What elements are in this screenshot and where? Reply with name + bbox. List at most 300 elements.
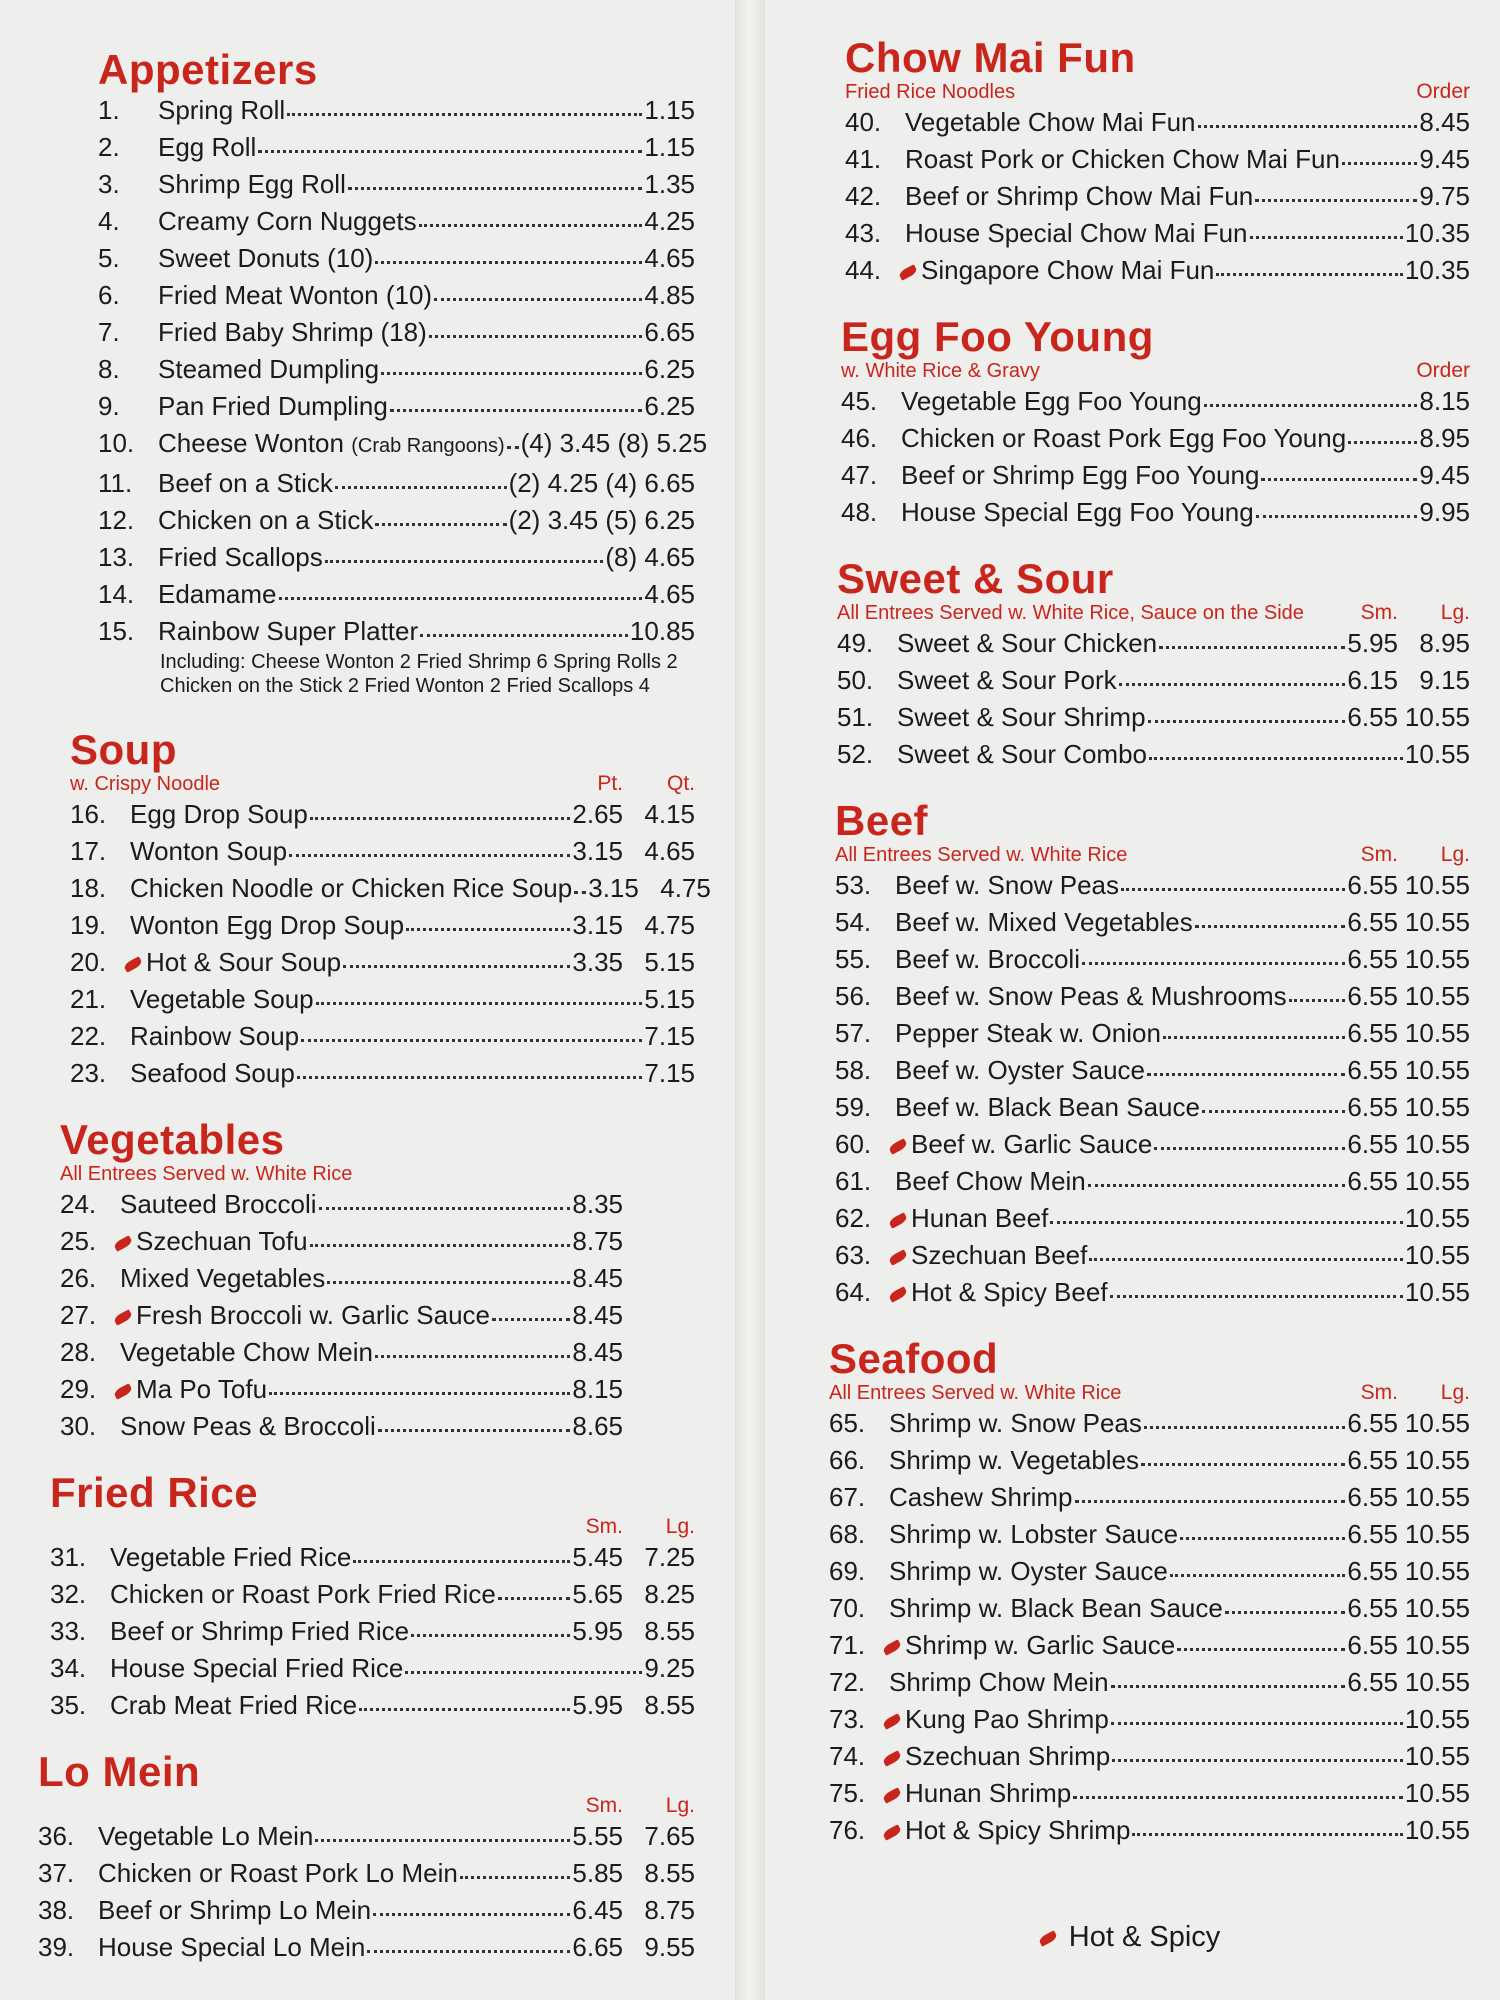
item-name-text: Beef or Shrimp Lo Mein [98,1895,372,1925]
menu-item [845,252,1470,289]
dot-leader [1250,216,1403,239]
item-price: (2) 3.45 (5) 6.25 [508,505,695,535]
dot-leader [1342,142,1417,165]
item-number: 37. [38,1858,75,1888]
item-price: 6.25 [644,391,695,421]
pepper-icon [1038,1930,1058,1946]
column-head-small: Sm. [1360,1381,1398,1404]
item-name-text: Shrimp w. Oyster Sauce [889,1556,1168,1586]
item-price: 9.45 [1419,460,1470,490]
item-name [905,141,1340,178]
section-seafood [829,1337,1470,1849]
dot-leader [419,204,643,227]
dot-leader [1089,1238,1403,1261]
item-number: 45. [841,386,878,416]
item-number: 61. [835,1166,872,1196]
item-number: 55. [835,944,872,974]
item-name [98,1929,365,1966]
menu-item [70,907,695,944]
item-name-text: Beef or Shrimp Fried Rice [110,1616,410,1646]
item-price: 6.55 [1347,907,1398,937]
section-subtitle: w. Crispy Noodle [70,773,221,795]
item-price-large: 8.25 [644,1579,695,1609]
item-name-text: Rainbow Super Platter [158,616,419,646]
item-price-large: 8.95 [1419,628,1470,658]
item-number: 49. [837,628,874,658]
dot-leader [287,93,642,116]
item-number: 51. [837,702,874,732]
item-name [130,1055,295,1092]
item-price: 6.55 [1347,1630,1398,1660]
item-list [98,92,708,650]
section-sweet-sour [837,557,1470,773]
item-price: 8.35 [572,1189,623,1219]
section-subtitle: All Entrees Served w. White Rice [835,844,1128,866]
item-price: 8.45 [572,1263,623,1293]
menu-item [829,1590,1470,1627]
item-price: 9.25 [644,1653,695,1683]
legend-text: Hot & Spicy [1068,1921,1221,1953]
item-name-text: Wonton Egg Drop Soup [130,910,405,940]
menu-item [98,92,695,129]
item-name-text: Vegetable Fried Rice [110,1542,352,1572]
dot-leader [1075,1480,1346,1503]
item-price-large: 7.65 [644,1821,695,1851]
dot-leader [1154,1127,1345,1150]
item-price: 10.55 [1404,1778,1470,1808]
item-number: 72. [829,1667,866,1697]
item-name-text: Hunan Beef [911,1203,1049,1233]
item-name-text: Chicken or Roast Pork Egg Foo Young [901,423,1347,453]
item-price: 6.55 [1347,981,1398,1011]
section-subheader [837,601,1470,625]
menu-item [837,699,1470,736]
item-name-text: Sweet & Sour Pork [897,665,1117,695]
item-number: 56. [835,981,872,1011]
item-number: 62. [835,1203,872,1233]
dot-leader [434,278,642,301]
dot-leader [429,315,643,338]
section-header [30,48,695,92]
item-number: 5. [98,243,120,273]
item-list [50,1539,695,1724]
item-price-large: 4.65 [644,836,695,866]
item-number: 14. [98,579,135,609]
section-title: Soup [70,726,177,773]
item-price: 3.15 [572,836,623,866]
item-name [901,420,1346,457]
item-name [120,1223,308,1260]
item-name [158,576,277,613]
item-name [98,1855,458,1892]
item-name-text: Shrimp Chow Mein [889,1667,1109,1697]
item-name [158,314,427,351]
item-price: 1.15 [644,95,695,125]
item-number: 44. [845,255,882,285]
menu-item [845,104,1470,141]
menu-item [835,1089,1470,1126]
item-price-large: 10.55 [1404,1092,1470,1122]
page-fold [735,0,765,2000]
item-price: 6.65 [572,1932,623,1962]
dot-leader [406,908,570,931]
item-name [158,425,505,465]
dot-leader [1170,1554,1346,1577]
item-name [120,1408,376,1445]
item-price: 5.15 [644,984,695,1014]
column-head-small: Sm. [585,1515,623,1538]
item-number: 32. [50,1579,87,1609]
dot-leader [335,466,507,489]
menu-item [50,1576,695,1613]
dot-leader [353,1540,570,1563]
item-number: 17. [70,836,107,866]
dot-leader [1204,384,1418,407]
item-number: 3. [98,169,120,199]
section-subtitle: All Entrees Served w. White Rice [60,1163,353,1185]
item-name [130,1018,299,1055]
item-number: 73. [829,1704,866,1734]
item-number: 18. [70,873,107,903]
item-price: 5.55 [572,1821,623,1851]
dot-leader [1112,1739,1403,1762]
item-number: 33. [50,1616,87,1646]
dot-leader [1261,458,1417,481]
dot-leader [375,241,642,264]
item-price: 10.55 [1404,1704,1470,1734]
item-price-large: 10.55 [1404,981,1470,1011]
item-list [835,867,1470,1311]
section-title: Sweet & Sour [837,555,1114,602]
item-name-text: Chicken on a Stick [158,505,374,535]
item-name-text: Sweet Donuts (10) [158,243,374,273]
item-price-large: 8.75 [644,1895,695,1925]
item-name-text: Beef w. Snow Peas [895,870,1120,900]
item-price-large: 7.25 [644,1542,695,1572]
item-price: 10.85 [629,616,695,646]
item-name [895,1237,1087,1274]
item-name-text: Spring Roll [158,95,286,125]
item-price: (4) 3.45 (8) 5.25 [520,428,708,458]
item-name [158,388,388,425]
section-title: Chow Mai Fun [845,34,1136,81]
section-fried-rice [50,1471,695,1724]
menu-item [829,1738,1470,1775]
item-name [110,1613,409,1650]
item-name [130,870,572,907]
item-price: 5.85 [572,1858,623,1888]
item-price: 10.35 [1404,218,1470,248]
item-number: 75. [829,1778,866,1808]
item-name-text: Beef or Shrimp Egg Foo Young [901,460,1260,490]
item-name-text: Szechuan Tofu [136,1226,308,1256]
menu-item [829,1553,1470,1590]
item-name-text: Vegetable Lo Mein [98,1821,314,1851]
item-price: 6.55 [1347,1482,1398,1512]
item-name [889,1627,1175,1664]
item-price: 8.95 [1419,423,1470,453]
item-price: 9.75 [1419,181,1470,211]
item-name-text: Vegetable Soup [130,984,314,1014]
item-price-large: 4.75 [644,910,695,940]
item-name [895,1089,1200,1126]
item-price: 5.65 [572,1579,623,1609]
dot-leader [1198,105,1418,128]
item-price-large: 4.15 [644,799,695,829]
item-name [120,1260,325,1297]
item-name [120,1334,373,1371]
item-number: 40. [845,107,882,137]
item-name-text: Beef on a Stick [158,468,333,498]
item-price: 5.95 [1347,628,1398,658]
dot-leader [498,1577,571,1600]
section-subtitle: All Entrees Served w. White Rice, Sauce on the Side [837,602,1304,624]
platter-note-line-2: Chicken on the Stick 2 Fried Wonton 2 Fried Scallops 4 [160,675,650,697]
item-name [158,203,417,240]
item-number: 1. [98,95,120,125]
item-number: 74. [829,1741,866,1771]
item-name-text: Beef w. Oyster Sauce [895,1055,1146,1085]
item-name-text: Hunan Shrimp [905,1778,1072,1808]
item-name-text: Szechuan Shrimp [905,1741,1111,1771]
item-name [120,1371,267,1408]
item-name [897,662,1117,699]
menu-item [835,1126,1470,1163]
section-title: Seafood [829,1335,999,1382]
section-egg-foo-young [841,315,1470,531]
section-vegetables [60,1118,695,1445]
item-number: 69. [829,1556,866,1586]
item-price: 8.15 [1419,386,1470,416]
item-price: 10.55 [1404,1277,1470,1307]
item-name-text: Pepper Steak w. Onion [895,1018,1161,1048]
item-name [110,1539,351,1576]
item-name-text: Beef w. Black Bean Sauce [895,1092,1200,1122]
item-number: 30. [60,1411,97,1441]
item-name-text: Creamy Corn Nuggets [158,206,417,236]
column-head-small: Sm. [1360,601,1398,624]
menu-item [835,904,1470,941]
item-number: 59. [835,1092,872,1122]
item-name [158,465,333,502]
menu-item [98,166,695,203]
item-price: 4.65 [644,243,695,273]
item-price-large: 10.55 [1404,1445,1470,1475]
section-subtitle: All Entrees Served w. White Rice [829,1382,1122,1404]
item-name [905,104,1196,141]
section-chow-mai-fun [845,36,1470,289]
menu-item [845,215,1470,252]
item-name-text: Egg Roll [158,132,257,162]
item-number: 58. [835,1055,872,1085]
dot-leader [492,1298,570,1321]
section-beef [835,799,1470,1311]
dot-leader [1216,253,1403,276]
item-name [158,240,373,277]
dot-leader [269,1372,570,1395]
menu-item [98,277,695,314]
item-number: 28. [60,1337,97,1367]
dot-leader [289,834,570,857]
item-price: 8.45 [572,1300,623,1330]
menu-item [70,796,695,833]
item-name [895,1274,1108,1311]
dot-leader [1119,663,1346,686]
menu-item [70,1055,695,1092]
section-subheader [841,359,1470,383]
section-title: Egg Foo Young [841,313,1154,360]
item-number: 42. [845,181,882,211]
item-name-text: Vegetable Chow Mein [120,1337,373,1367]
item-number: 68. [829,1519,866,1549]
dot-leader [359,1688,570,1711]
menu-item [70,833,695,870]
menu-item [835,1200,1470,1237]
item-number: 31. [50,1542,87,1572]
item-name [120,1297,490,1334]
item-price: 6.25 [644,354,695,384]
item-name [895,1052,1145,1089]
section-subheader [845,80,1470,104]
item-number: 71. [829,1630,866,1660]
item-name [98,1892,371,1929]
item-list [829,1405,1470,1849]
item-name [895,978,1287,1015]
item-price: 6.55 [1347,1092,1398,1122]
left-column [0,0,735,2000]
menu-item [60,1223,623,1260]
item-number: 35. [50,1690,87,1720]
item-price: 6.55 [1347,870,1398,900]
item-price: 6.55 [1347,944,1398,974]
section-title: Beef [835,797,929,844]
item-name [158,502,373,539]
dot-leader [1256,495,1418,518]
dot-leader [325,540,604,563]
item-name-text: Shrimp w. Black Bean Sauce [889,1593,1223,1623]
platter-note-line-1: Including: Cheese Wonton 2 Fried Shrimp 6 Spring Rolls 2 [160,651,678,673]
menu-item [835,1163,1470,1200]
column-head-pint: Pt. [597,772,623,795]
item-number: 21. [70,984,107,1014]
item-name-text: Beef w. Snow Peas & Mushrooms [895,981,1287,1011]
item-name-text: Steamed Dumpling [158,354,380,384]
item-name [130,907,404,944]
item-name-text: Wonton Soup [130,836,288,866]
dot-leader [1132,1813,1403,1836]
menu-item [841,494,1470,531]
menu-item [70,870,711,907]
item-name-text: Edamame [158,579,277,609]
item-name-text: Beef w. Broccoli [895,944,1080,974]
item-name-text: Shrimp Egg Roll [158,169,346,199]
dot-leader [316,982,643,1005]
item-name-text: Snow Peas & Broccoli [120,1411,376,1441]
item-name [895,904,1193,941]
item-name [895,941,1080,978]
item-name-text: Egg Drop Soup [130,799,308,829]
item-name-text: Seafood Soup [130,1058,295,1088]
dot-leader [1110,1275,1403,1298]
item-price: 8.15 [572,1374,623,1404]
item-number: 66. [829,1445,866,1475]
item-name-text: Singapore Chow Mai Fun [921,255,1215,285]
item-number: 9. [98,391,120,421]
item-list [845,104,1470,289]
menu-item [38,1929,695,1966]
item-number: 7. [98,317,120,347]
item-name-text: Shrimp w. Vegetables [889,1445,1140,1475]
item-price: 6.55 [1347,1055,1398,1085]
menu-item [829,1479,1470,1516]
section-title: Appetizers [98,46,318,93]
menu-item [829,1664,1470,1701]
item-number: 63. [835,1240,872,1270]
dot-leader [1088,1164,1346,1187]
item-number: 53. [835,870,872,900]
column-head-small: Sm. [1360,843,1398,866]
menu-item [835,1052,1470,1089]
item-price: (8) 4.65 [605,542,695,572]
menu-item [60,1260,623,1297]
menu-item [841,420,1470,457]
menu-item [845,178,1470,215]
item-price: 5.45 [572,1542,623,1572]
item-price-large: 10.55 [1404,907,1470,937]
dot-leader [1111,1665,1346,1688]
item-price: 10.55 [1404,1741,1470,1771]
dot-leader [460,1856,571,1879]
item-name-text: Hot & Spicy Shrimp [905,1815,1131,1845]
item-number: 23. [70,1058,107,1088]
item-number: 60. [835,1129,872,1159]
item-name [130,981,314,1018]
item-price-large: 8.55 [644,1690,695,1720]
item-number: 4. [98,206,120,236]
item-name-text: Sweet & Sour Combo [897,739,1148,769]
dot-leader [1177,1628,1345,1651]
item-name-text: House Special Lo Mein [98,1932,366,1962]
menu-item [835,978,1470,1015]
item-price: 6.55 [1347,1445,1398,1475]
item-price: 6.55 [1347,1408,1398,1438]
menu-item [835,867,1470,904]
item-name [158,539,323,576]
item-price: 3.35 [572,947,623,977]
item-name [889,1405,1142,1442]
item-number: 38. [38,1895,75,1925]
dot-leader [405,1651,642,1674]
item-price: 6.55 [1347,1129,1398,1159]
item-number: 16. [70,799,107,829]
item-price: 3.15 [588,873,639,903]
item-price: 10.55 [1404,1815,1470,1845]
item-price: 8.65 [572,1411,623,1441]
item-number: 27. [60,1300,97,1330]
item-price: 5.95 [572,1616,623,1646]
item-name [158,351,379,388]
item-price-large: 10.55 [1404,944,1470,974]
item-price: 6.55 [1347,1593,1398,1623]
dot-leader [507,426,519,449]
item-name-text: Beef Chow Mein [895,1166,1086,1196]
item-name-text: Hot & Spicy Beef [911,1277,1108,1307]
dot-leader [1348,421,1417,444]
item-name-text: Mixed Vegetables [120,1263,326,1293]
menu-item [50,1613,695,1650]
dot-leader [1255,179,1417,202]
item-name [120,1186,317,1223]
